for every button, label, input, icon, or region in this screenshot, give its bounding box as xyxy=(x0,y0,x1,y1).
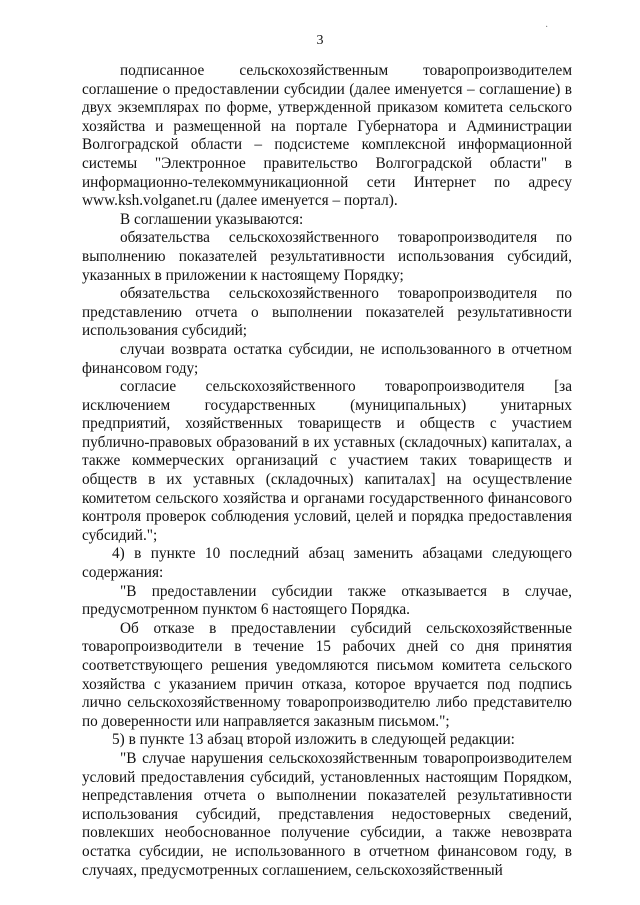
paragraph-agreement-specifies: В соглашении указываются: xyxy=(120,210,304,228)
paragraph-consent-inspection: согласие сельскохозяйственного товаропроизводителя [за исключением государственных (муниципальных) унитарных предприятий, хозяйственных товариществ и обществ с участием публично-правовых образований в их уставных (складочных) капиталах, а также коммерческих организаций с участием таких товариществ и обществ в их уставных (складочных) капиталах] на осуществление комитетом сельского хозяйства и органами государственного финансового контроля проверок соблюдения условий, целей и порядка предоставления субсидий."; xyxy=(82,378,572,544)
paragraph-refusal-notice: Об отказе в предоставлении субсидий сельскохозяйственные товаропроизводители в течение 15 рабочих дней со дня принятия соответствующего решения уведомляются письмом комитета сельского хозяйства с указанием причин отказа, которое вручается под подпись лично сельскохозяйственному товаропроизводителю либо представителю по доверенности или направляется заказным письмом."; xyxy=(82,619,572,730)
page-number: 3 xyxy=(316,33,324,48)
corner-mark: · xyxy=(545,22,549,33)
paragraph-obligation-report: обязательства сельскохозяйственного товаропроизводителя по представлению отчета о выполнении показателей результативности использования субсидий; xyxy=(82,285,572,340)
paragraph-obligation-performance: обязательства сельскохозяйственного товаропроизводителя по выполнению показателей результативности использования субсидий, указанных в приложении к настоящему Порядку; xyxy=(82,229,572,284)
document-body xyxy=(82,62,572,880)
paragraph-signed-agreement: подписанное сельскохозяйственным товаропроизводителем соглашение о предоставлении субсидии (далее именуется – соглашение) в двух экземплярах по форме, утвержденной приказом комитета сельского хозяйства и размещенной на портале Губернатора и Администрации Волгоградской области – подсистеме комплексной информационной системы "Электронное правительство Волгоградской области" в информационно-телекоммуникационной сети Интернет по адресу www.ksh.volganet.ru (далее именуется – портал). xyxy=(82,62,572,210)
paragraph-item-5: 5) в пункте 13 абзац второй изложить в следующей редакции: xyxy=(112,731,515,749)
paragraph-violation-case: "В случае нарушения сельскохозяйственным товаропроизводителем условий предоставления субсидий, установленных настоящим Порядком, непредставления отчета о выполнении показателей результативности использования субсидий, представления недостоверных сведений, повлекших необоснованное получение субсидии, а также невозврата остатка субсидии, не использованного в отчетном финансовом году, в случаях, предусмотренных соглашением, сельскохозяйственный xyxy=(82,749,572,879)
paragraph-refusal-case: "В предоставлении субсидии также отказывается в случае, предусмотренном пунктом 6 настоящего Порядка. xyxy=(82,582,572,619)
paragraph-refund-cases: случаи возврата остатка субсидии, не использованного в отчетном финансовом году; xyxy=(82,340,572,377)
paragraph-item-4: 4) в пункте 10 последний абзац заменить абзацами следующего содержания: xyxy=(82,545,572,582)
